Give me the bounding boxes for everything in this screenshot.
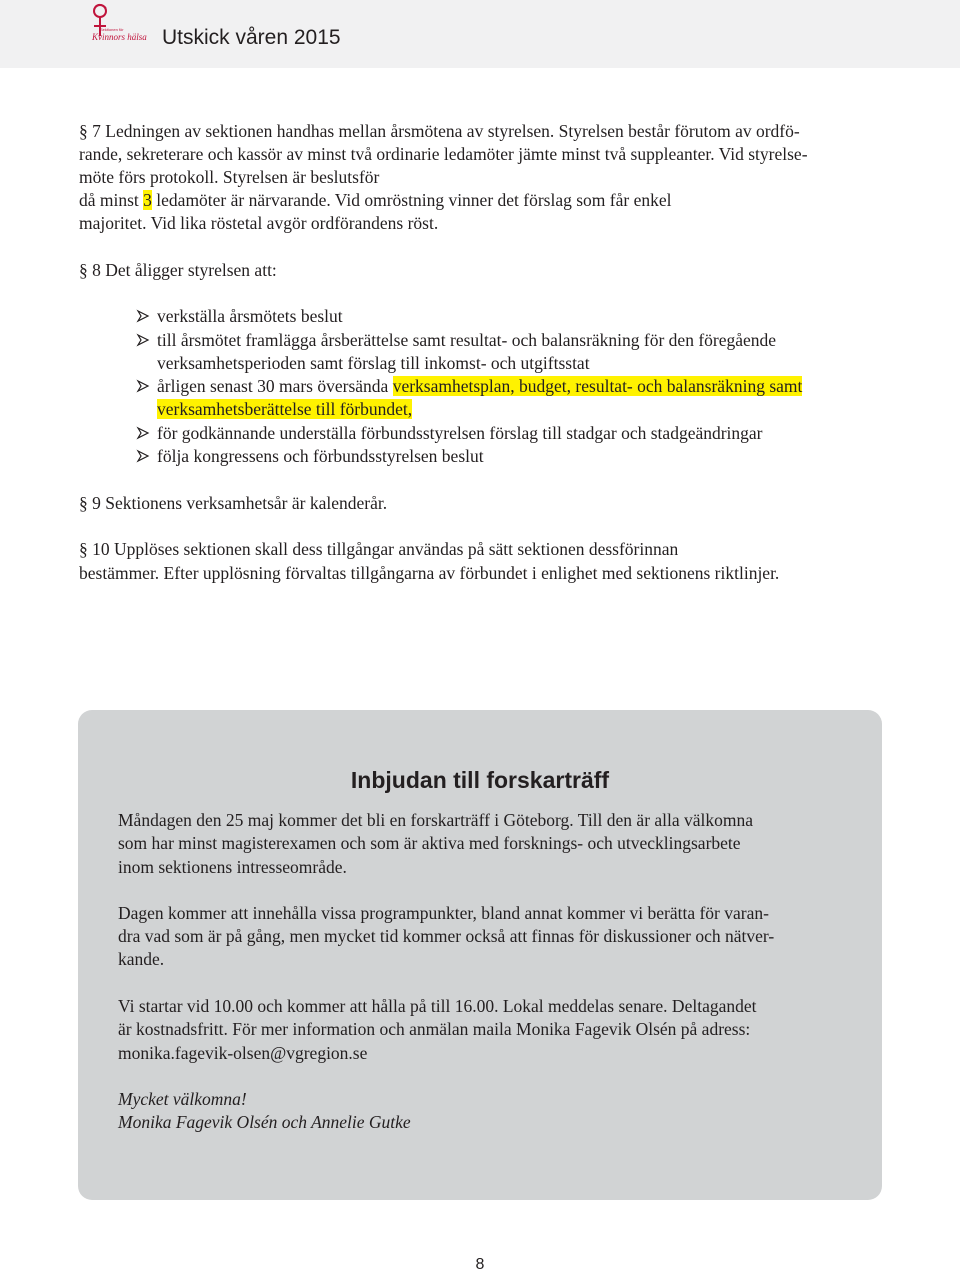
bullet-item-2: till årsmötet framlägga årsberättelse samt resultat- och balansräkning för den föregående [157, 330, 777, 350]
bullet-item-3 [157, 375, 802, 397]
invitation-p2-line-3: kande. [118, 949, 165, 969]
page-number: 8 [475, 1256, 485, 1273]
invitation-p1-line-1: Måndagen den 25 maj kommer det bli en forskarträff i Göteborg. Till den är alla välkomna [118, 810, 754, 830]
invitation-box [78, 710, 882, 1200]
invitation-p2-line-1: Dagen kommer att innehålla vissa programpunkter, bland annat kommer vi berätta för varan- [118, 903, 769, 923]
section7-line-1: § 7 Ledningen av sektionen handhas mellan årsmötena av styrelsen. Styrelsen består förutom av ordfö- [79, 121, 800, 141]
arrow-bullet-icon [136, 379, 150, 393]
logo-name: Kvinnors hälsa [92, 32, 147, 42]
highlighted-text: verksamhetsberättelse till förbundet, [157, 399, 413, 419]
section9: § 9 Sektionens verksamhetsår är kalenderår. [79, 493, 388, 513]
page-header [0, 0, 960, 68]
invitation-p3-line-1: Vi startar vid 10.00 och kommer att hålla på till 16.00. Lokal meddelas senare. Deltagandet [118, 996, 757, 1016]
invitation-p3-line-2: är kostnadsfritt. För mer information och anmälan maila Monika Fagevik Olsén på adress: [118, 1019, 751, 1039]
highlighted-number: 3 [143, 190, 152, 210]
text-segment: årligen senast 30 mars översända [157, 376, 393, 396]
invitation-p1-line-3: inom sektionens intresseområde. [118, 857, 347, 877]
section7-line-4 [79, 189, 672, 211]
bullet-item-5: följa kongressens och förbundsstyrelsen beslut [157, 446, 484, 466]
text-segment: ledamöter är närvarande. Vid omröstning vinner det förslag som får enkel [151, 190, 672, 210]
header-title: Utskick våren 2015 [162, 26, 341, 49]
bullet-item-3-cont [157, 398, 412, 420]
invitation-title: Inbjudan till forskarträff [350, 767, 610, 793]
arrow-bullet-icon [136, 426, 150, 440]
invitation-signature: Monika Fagevik Olsén och Annelie Gutke [118, 1112, 411, 1132]
section10-line-2: bestämmer. Efter upplösning förvaltas tillgångarna av förbundet i enlighet med sektionens riktlinjer. [79, 563, 780, 583]
section7-line-5: majoritet. Vid lika röstetal avgör ordförandens röst. [79, 213, 439, 233]
invitation-p2-line-2: dra vad som är på gång, men mycket tid kommer också att finnas för diskussioner och nätver- [118, 926, 775, 946]
invitation-email[interactable]: monika.fagevik-olsen@vgregion.se [118, 1043, 368, 1063]
highlighted-text: verksamhetsplan, budget, resultat- och balansräkning samt [392, 376, 803, 396]
bullet-item-1: verkställa årsmötets beslut [157, 306, 343, 326]
section8-heading: § 8 Det åligger styrelsen att: [79, 260, 277, 280]
bullet-item-2-cont: verksamhetsperioden samt förslag till inkomst- och utgiftsstat [157, 353, 590, 373]
bullet-item-4: för godkännande underställa förbundsstyrelsen förslag till stadgar och stadgeändringar [157, 423, 763, 443]
text-segment: då minst [79, 190, 144, 210]
organization-logo [78, 2, 158, 58]
logo-subtitle: Sektionen för [100, 27, 124, 32]
section7-line-2: rande, sekreterare och kassör av minst två ordinarie ledamöter jämte minst två suppleanter. Vid styrelse- [79, 144, 808, 164]
invitation-closing: Mycket välkomna! [118, 1089, 247, 1109]
section10-line-1: § 10 Upplöses sektionen skall dess tillgångar användas på sätt sektionen dessförinnan [79, 539, 679, 559]
section7-line-3: möte förs protokoll. Styrelsen är beslutsför [79, 167, 380, 187]
arrow-bullet-icon [136, 333, 150, 347]
arrow-bullet-icon [136, 449, 150, 463]
invitation-p1-line-2: som har minst magisterexamen och som är aktiva med forsknings- och utvecklingsarbete [118, 833, 741, 853]
arrow-bullet-icon [136, 309, 150, 323]
